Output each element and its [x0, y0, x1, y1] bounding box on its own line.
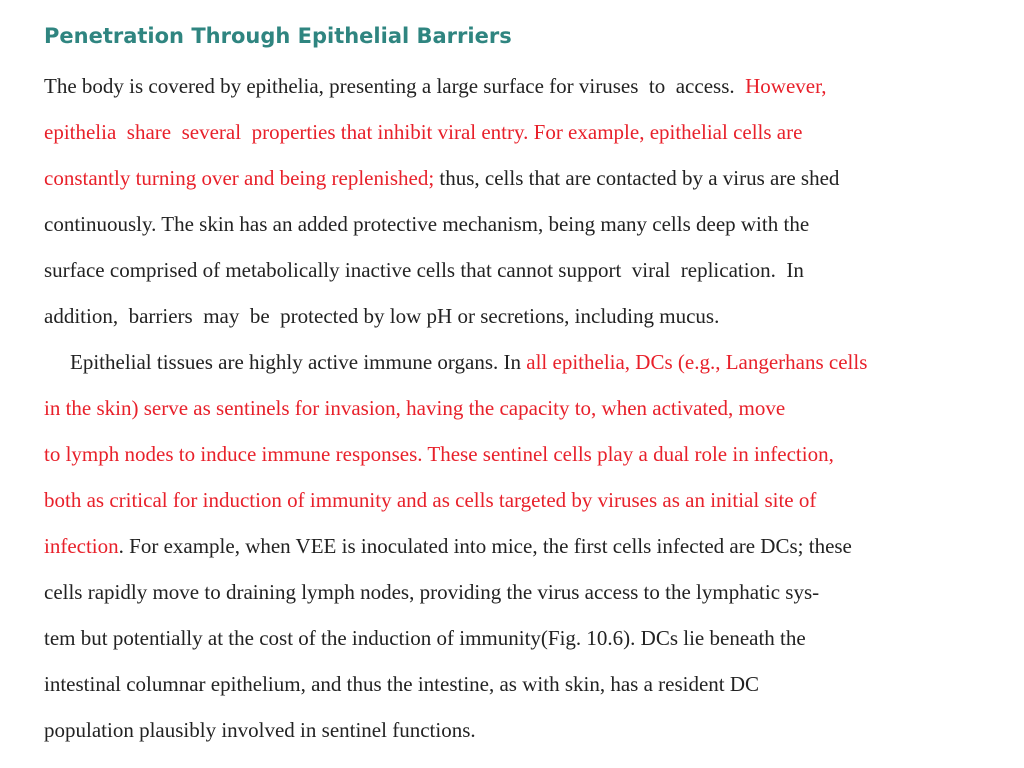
line-12-plain: cells rapidly move to draining lymph nodes, providing the virus access to the lymphatic sys- [44, 580, 820, 604]
text-line-7 [70, 348, 867, 376]
line-14-plain: intestinal columnar epithelium, and thus the intestine, as with skin, has a resident DC [44, 672, 760, 696]
text-line-13 [44, 624, 806, 652]
line-10-highlight: both as critical for induction of immunity and as cells targeted by viruses as an initial site of [44, 488, 817, 512]
text-line-12 [44, 578, 819, 606]
line-4-plain: continuously. The skin has an added protective mechanism, being many cells deep with the [44, 212, 810, 236]
line-7-plain: Epithelial tissues are highly active immune organs. In [70, 350, 527, 374]
text-line-15 [44, 716, 476, 744]
line-11-highlight: infection [44, 534, 119, 558]
line-7-highlight: all epithelia, DCs (e.g., Langerhans cells [526, 350, 868, 374]
line-8-highlight: in the skin) serve as sentinels for invasion, having the capacity to, when activated, move [44, 396, 786, 420]
text-line-9 [44, 440, 834, 468]
text-line-14 [44, 670, 759, 698]
text-line-8 [44, 394, 785, 422]
text-line-3 [44, 164, 839, 192]
text-line-1 [44, 72, 827, 100]
line-6-plain: addition, barriers may be protected by low pH or secretions, including mucus. [44, 304, 720, 328]
line-3-plain: thus, cells that are contacted by a virus are shed [434, 166, 840, 190]
section-heading: Penetration Through Epithelial Barriers [44, 24, 512, 48]
text-line-5 [44, 256, 804, 284]
line-2-highlight: epithelia share several properties that inhibit viral entry. For example, epithelial cells are [44, 120, 803, 144]
text-line-4 [44, 210, 809, 238]
text-line-10 [44, 486, 816, 514]
line-15-plain: population plausibly involved in sentinel functions. [44, 718, 476, 742]
line-5-plain: surface comprised of metabolically inactive cells that cannot support viral replication. In [44, 258, 804, 282]
line-3-highlight: constantly turning over and being replenished; [44, 166, 435, 190]
text-line-2 [44, 118, 802, 146]
line-9-highlight: to lymph nodes to induce immune responses. These sentinel cells play a dual role in infection, [44, 442, 834, 466]
line-1-plain: The body is covered by epithelia, presenting a large surface for viruses to access. [44, 74, 746, 98]
line-13-plain: tem but potentially at the cost of the induction of immunity(Fig. 10.6). DCs lie beneath the [44, 626, 806, 650]
text-line-6 [44, 302, 719, 330]
line-1-highlight: However, [745, 74, 827, 98]
text-line-11 [44, 532, 852, 560]
line-11-plain: . For example, when VEE is inoculated into mice, the first cells infected are DCs; these [118, 534, 852, 558]
